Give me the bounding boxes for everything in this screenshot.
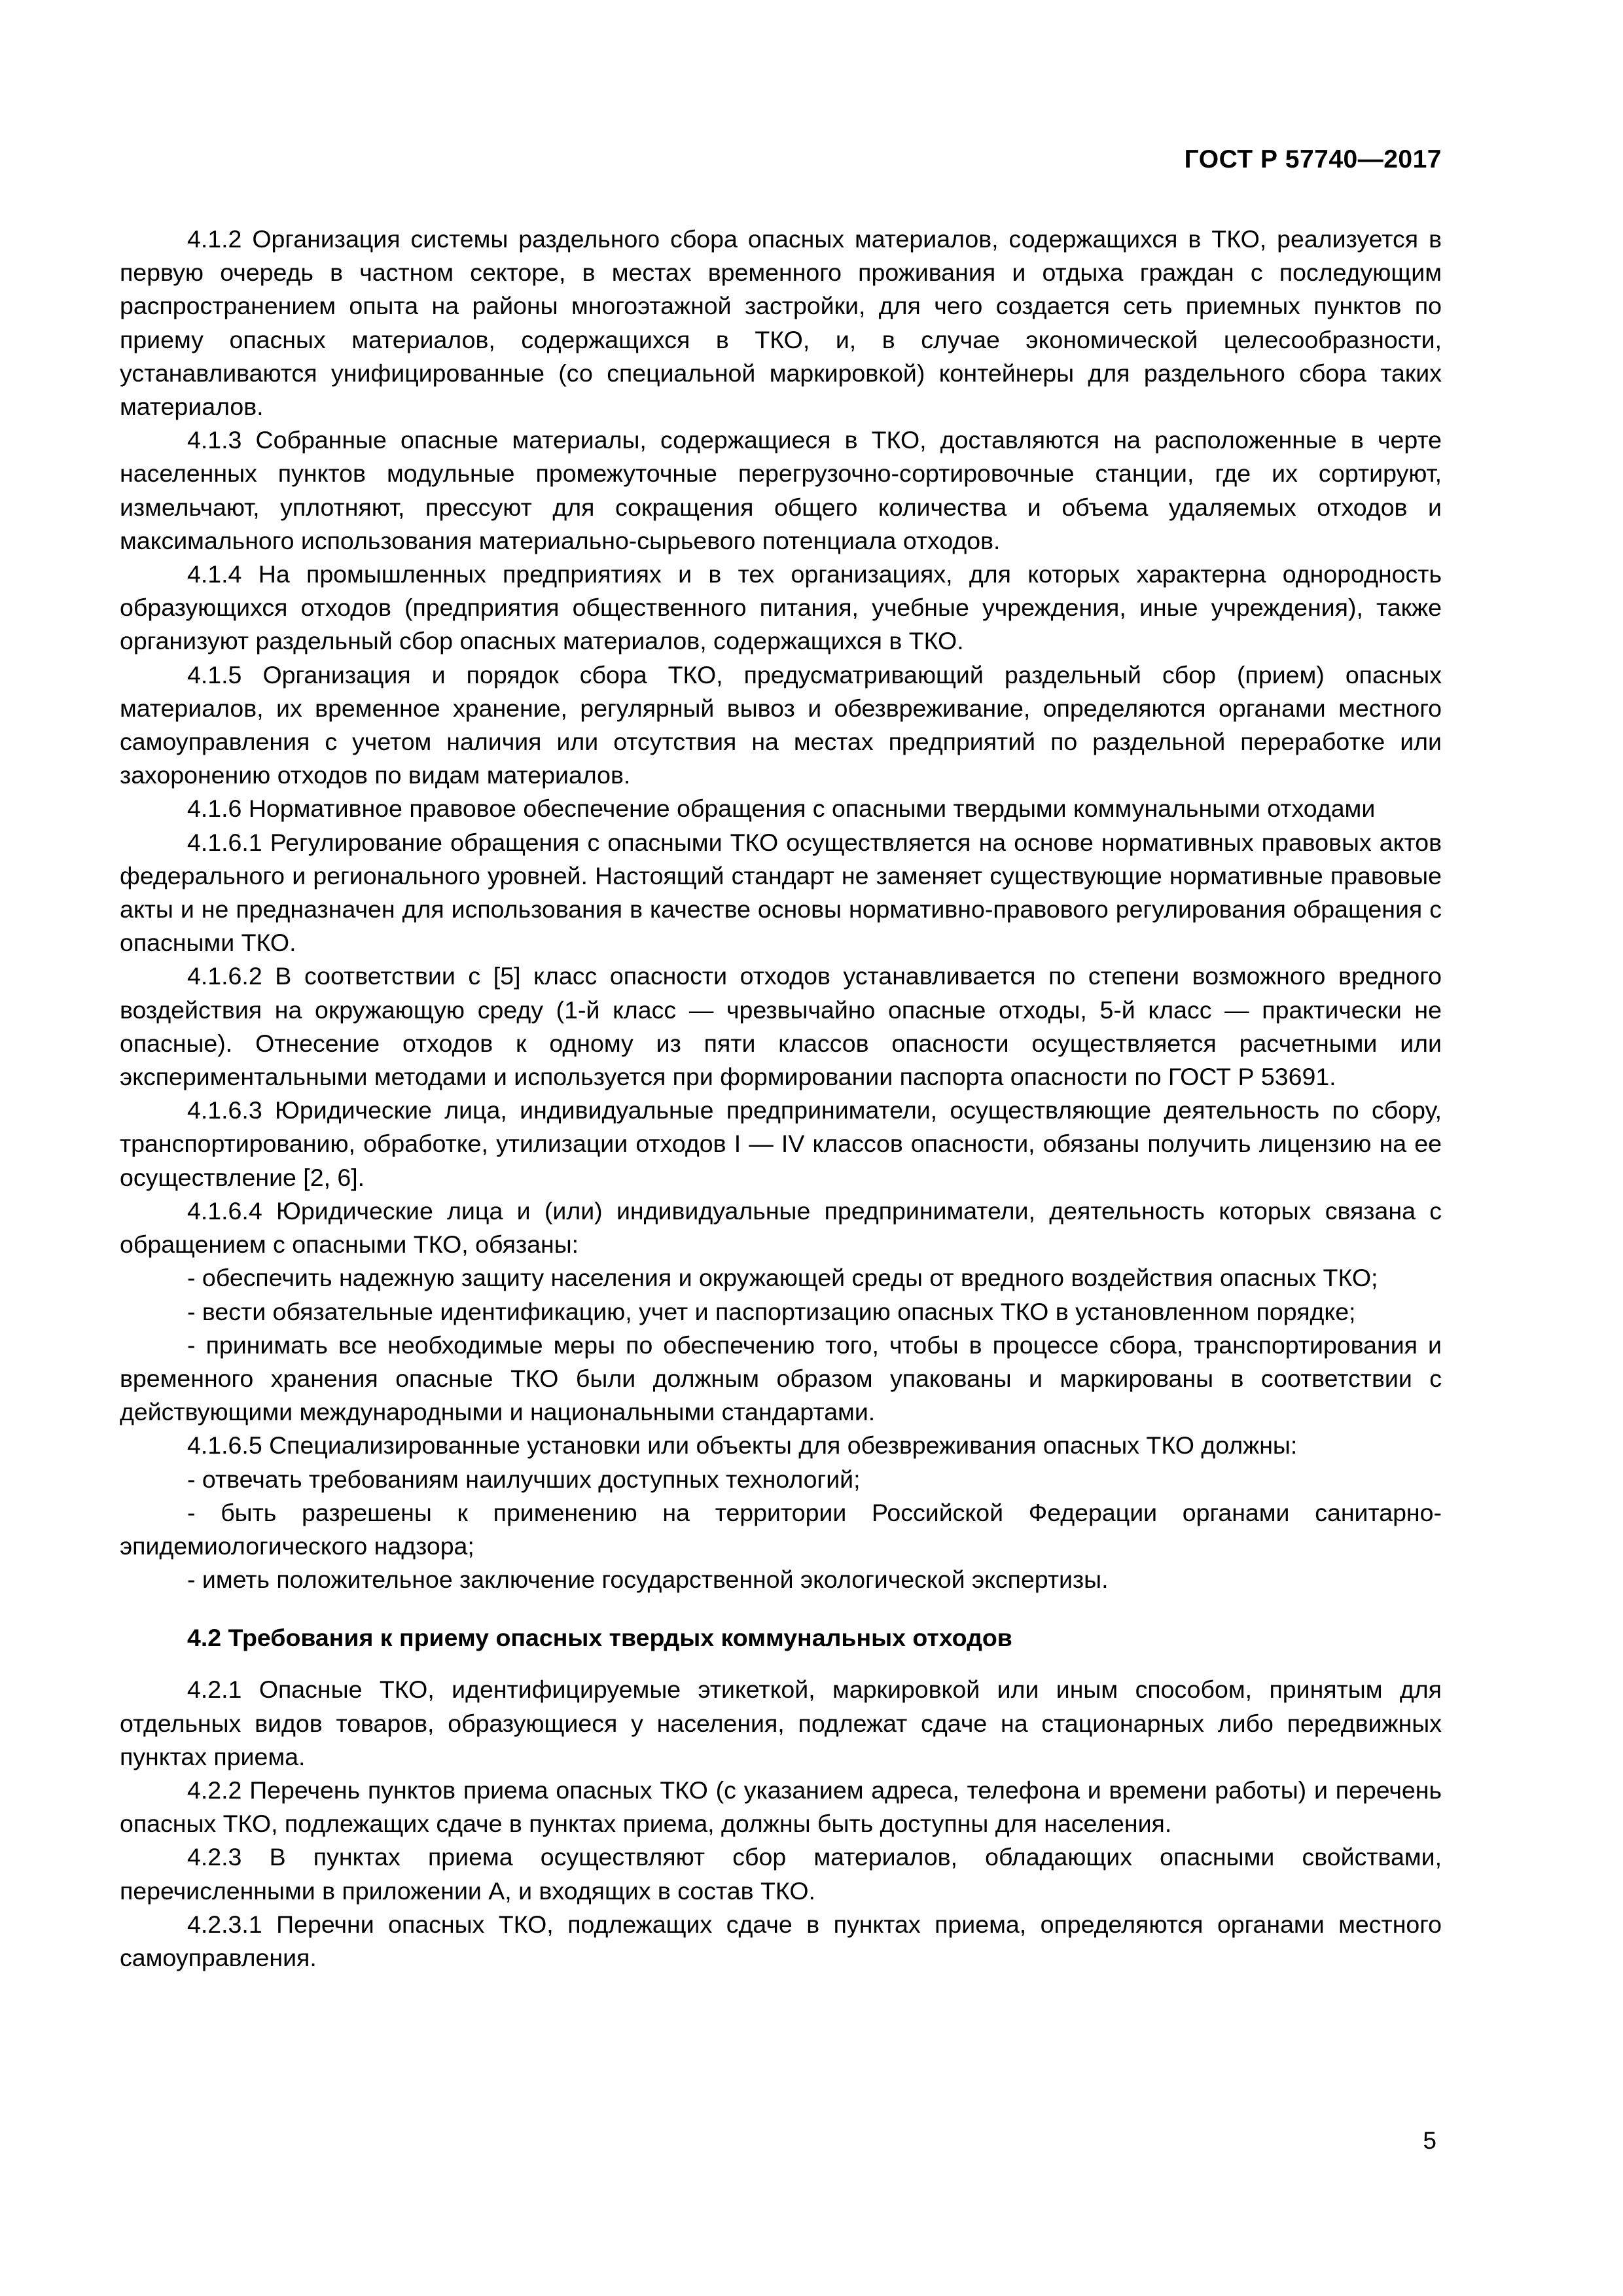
list-item: - принимать все необходимые меры по обеспечению того, чтобы в процессе сбора, транспортирования и временного хранения опасные ТКО были должным образом упакованы и маркированы в соответствии с действующими международными и национальными стандартами. (120, 1331, 1442, 1426)
paragraph-4-1-6-3: 4.1.6.3 Юридические лица, индивидуальные предприниматели, осуществляющие деятельность по сбору, транспортированию, обработке, утилизации отходов I — IV классов опасности, обязаны получить лицензию на ее осуществление [2, 6]. (120, 1096, 1442, 1191)
paragraph-4-1-6: 4.1.6 Нормативное правовое обеспечение обращения с опасными твердыми коммунальными отходами (187, 795, 1376, 823)
paragraph-4-2-3-1: 4.2.3.1 Перечни опасных ТКО, подлежащих сдаче в пунктах приема, определяются органами местного самоуправления. (120, 1910, 1442, 1971)
paragraph-4-2-2: 4.2.2 Перечень пунктов приема опасных ТКО (с указанием адреса, телефона и времени работы) и перечень опасных ТКО, подлежащих сдаче в пунктах приема, должны быть доступны для населения. (120, 1776, 1442, 1838)
paragraph-4-1-6-1: 4.1.6.1 Регулирование обращения с опасными ТКО осуществляется на основе нормативных правовых актов федерального и регионального уровней. Настоящий стандарт не заменяет существующие нормативные правовые акты и не предназначен для использования в качестве основы нормативно-правового регулирования обращения с опасными ТКО. (120, 828, 1442, 957)
page-number: 5 (1423, 2127, 1436, 2154)
document-code-header: ГОСТ Р 57740—2017 (1184, 145, 1442, 173)
paragraph-4-1-5: 4.1.5 Организация и порядок сбора ТКО, предусматривающий раздельный сбор (прием) опасных материалов, их временное хранение, регулярный вывоз и обезвреживание, определяются органами местного самоуправления с учетом наличия или отсутствия на местах предприятий по раздельной переработке или захоронению отходов по видам материалов. (120, 660, 1442, 789)
paragraph-4-1-2: 4.1.2 Организация системы раздельного сбора опасных материалов, содержащихся в ТКО, реализуется в первую очередь в частном секторе, в местах временного проживания и отдыха граждан с последующим распространением опыта на районы многоэтажной застройки, для чего создается сеть приемных пунктов по приему опасных материалов, содержащихся в ТКО, и, в случае экономической целесообразности, устанавливаются унифицированные (со специальной маркировкой) контейнеры для раздельного сбора таких материалов. (120, 225, 1442, 421)
paragraph-4-1-6-2: 4.1.6.2 В соответствии с [5] класс опасности отходов устанавливается по степени возможного вредного воздействия на окружающую среду (1-й класс — чрезвычайно опасные отходы, 5-й класс — практически не опасные). Отнесение отходов к одному из пяти классов опасности осуществляется расчетными или экспериментальными методами и используется при формировании паспорта опасности по ГОСТ Р 53691. (120, 962, 1442, 1091)
list-item: - быть разрешены к применению на территории Российской Федерации органами санитарно-эпидемиологического надзора; (120, 1498, 1442, 1560)
list-item: - вести обязательные идентификацию, учет и паспортизацию опасных ТКО в установленном порядке; (187, 1297, 1356, 1325)
list-item: - отвечать требованиям наилучших доступных технологий; (187, 1465, 861, 1493)
section-heading-4-2: 4.2 Требования к приему опасных твердых коммунальных отходов (187, 1624, 1012, 1652)
document-body (120, 223, 1442, 1975)
list-item: - иметь положительное заключение государственной экологической экспертизы. (187, 1566, 1109, 1594)
paragraph-4-1-3: 4.1.3 Собранные опасные материалы, содержащиеся в ТКО, доставляются на расположенные в черте населенных пунктов модульные промежуточные перегрузочно-сортировочные станции, где их сортируют, измельчают, уплотняют, прессуют для сокращения общего количества и объема удаляемых отходов и максимального использования материально-сырьевого потенциала отходов. (120, 426, 1442, 554)
list-item: - обеспечить надежную защиту населения и окружающей среды от вредного воздействия опасных ТКО; (187, 1264, 1378, 1292)
paragraph-4-1-6-4: 4.1.6.4 Юридические лица и (или) индивидуальные предприниматели, деятельность которых связана с обращением с опасными ТКО, обязаны: (120, 1196, 1442, 1259)
paragraph-4-1-4: 4.1.4 На промышленных предприятиях и в тех организациях, для которых характерна однородность образующихся отходов (предприятия общественного питания, учебные учреждения, иные учреждения), также организуют раздельный сбор опасных материалов, содержащихся в ТКО. (120, 560, 1442, 655)
paragraph-4-2-3: 4.2.3 В пунктах приема осуществляют сбор материалов, обладающих опасными свойствами, перечисленными в приложении А, и входящих в состав ТКО. (120, 1843, 1442, 1905)
paragraph-4-1-6-5: 4.1.6.5 Специализированные установки или объекты для обезвреживания опасных ТКО должны: (187, 1431, 1298, 1460)
paragraph-4-2-1: 4.2.1 Опасные ТКО, идентифицируемые этикеткой, маркировкой или иным способом, принятым для отдельных видов товаров, образующиеся у населения, подлежат сдаче на стационарных либо передвижных пунктах приема. (120, 1676, 1442, 1770)
